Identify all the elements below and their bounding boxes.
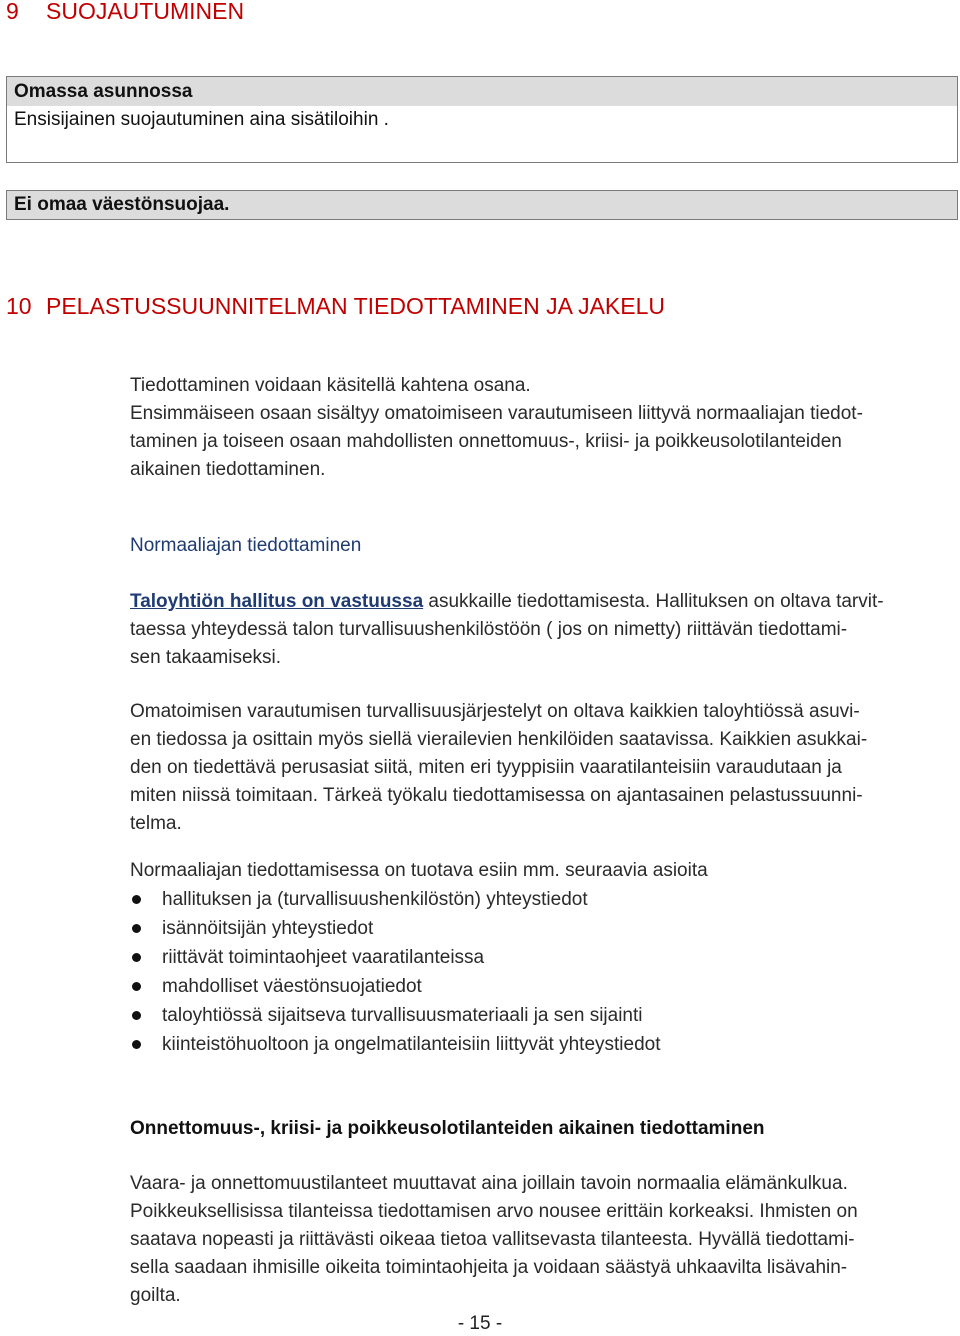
- list-item: [130, 914, 930, 943]
- list-item: [130, 1030, 930, 1059]
- section-title: SUOJAUTUMINEN: [46, 0, 245, 24]
- self-preparedness-paragraph: [130, 698, 942, 838]
- board-responsibility-underlined: Taloyhtiön hallitus on vastuussa: [130, 591, 424, 612]
- board-paragraph: [130, 588, 942, 672]
- section-number: 9: [6, 0, 19, 24]
- crisis-heading: Onnettomuus-, kriisi- ja poikkeusolotilanteiden aikainen tiedottaminen: [130, 1118, 765, 1139]
- list-item: [130, 885, 930, 914]
- text-line: Ensimmäiseen osaan sisältyy omatoimiseen varautumiseen liittyvä normaaliajan tiedot-: [130, 403, 863, 424]
- no-shelter-box: [6, 190, 958, 220]
- section-9-heading: [6, 0, 244, 25]
- bullet-icon: [132, 982, 141, 991]
- normal-time-heading: Normaaliajan tiedottaminen: [130, 535, 362, 556]
- text-line: miten niissä toimitaan. Tärkeä työkalu tiedottamisessa on ajantasainen pelastussuunni-: [130, 785, 863, 806]
- intro-paragraph: [130, 372, 942, 484]
- crisis-paragraph: [130, 1170, 942, 1310]
- list-item-text: riittävät toimintaohjeet vaaratilanteissa: [162, 947, 485, 968]
- info-items-list: [130, 885, 930, 1059]
- list-item: [130, 943, 930, 972]
- list-item-text: isännöitsijän yhteystiedot: [162, 918, 374, 939]
- page-number: - 15 -: [457, 1313, 503, 1334]
- list-item-text: hallituksen ja (turvallisuushenkilöstön) yhteystiedot: [162, 889, 588, 910]
- no-shelter-text: Ei omaa väestönsuojaa.: [14, 194, 230, 215]
- text-line: goilta.: [130, 1285, 181, 1306]
- list-item-text: mahdolliset väestönsuojatiedot: [162, 976, 422, 997]
- text-line: telma.: [130, 813, 182, 834]
- shelter-info-box: [6, 76, 958, 163]
- text-line: taessa yhteydessä talon turvallisuushenkilöstöön ( jos on nimetty) riittävän tiedottami-: [130, 619, 848, 640]
- text-line: saatava nopeasti ja riittävästi oikeaa tietoa vallitsevasta tilanteesta. Hyvällä tiedottami-: [130, 1229, 855, 1250]
- list-item: [130, 972, 930, 1001]
- text-line: sen takaamiseksi.: [130, 647, 282, 668]
- shelter-box-text: Ensisijainen suojautuminen aina sisätiloihin .: [14, 109, 389, 130]
- bullet-icon: [132, 924, 141, 933]
- text-line: aikainen tiedottaminen.: [130, 459, 326, 480]
- bullet-icon: [132, 1011, 141, 1020]
- text-line: sella saadaan ihmisille oikeita toimintaohjeita ja voidaan säästyä uhkaavilta lisävahin-: [130, 1257, 848, 1278]
- bullet-icon: [132, 895, 141, 904]
- bullet-icon: [132, 953, 141, 962]
- list-item-text: taloyhtiössä sijaitseva turvallisuusmateriaali ja sen sijainti: [162, 1005, 643, 1026]
- section-title: PELASTUSSUUNNITELMAN TIEDOTTAMINEN JA JAKELU: [46, 293, 665, 319]
- text-line: Tiedottaminen voidaan käsitellä kahtena osana.: [130, 375, 531, 396]
- shelter-box-title: Omassa asunnossa: [7, 77, 957, 106]
- text-line: en tiedossa ja osittain myös siellä vierailevien henkilöiden saatavissa. Kaikkien asukkai-: [130, 729, 868, 750]
- list-item-text: kiinteistöhuoltoon ja ongelmatilanteisiin liittyvät yhteystiedot: [162, 1034, 661, 1055]
- text-line: Vaara- ja onnettomuustilanteet muuttavat aina joillain tavoin normaalia elämänkulkua.: [130, 1173, 848, 1194]
- text-line: den on tiedettävä perusasiat siitä, miten eri tyyppisiin vaaratilanteisiin varaudutaan ja: [130, 757, 842, 778]
- section-number: 10: [6, 293, 32, 319]
- text-fragment: asukkaille tiedottamisesta. Hallituksen on oltava tarvit-: [423, 591, 884, 612]
- section-10-heading: [6, 293, 665, 320]
- list-item: [130, 1001, 930, 1030]
- text-line: taminen ja toiseen osaan mahdollisten onnettomuus-, kriisi- ja poikkeusolotilanteiden: [130, 431, 842, 452]
- bullet-icon: [132, 1040, 141, 1049]
- text-line: [130, 588, 942, 616]
- text-line: Omatoimisen varautumisen turvallisuusjärjestelyt on oltava kaikkien taloyhtiössä asuvi-: [130, 701, 860, 722]
- text-line: Poikkeuksellisissa tilanteissa tiedottamisen arvo nousee erittäin korkeaksi. Ihmisten on: [130, 1201, 858, 1222]
- list-intro: Normaaliajan tiedottamisessa on tuotava esiin mm. seuraavia asioita: [130, 860, 708, 881]
